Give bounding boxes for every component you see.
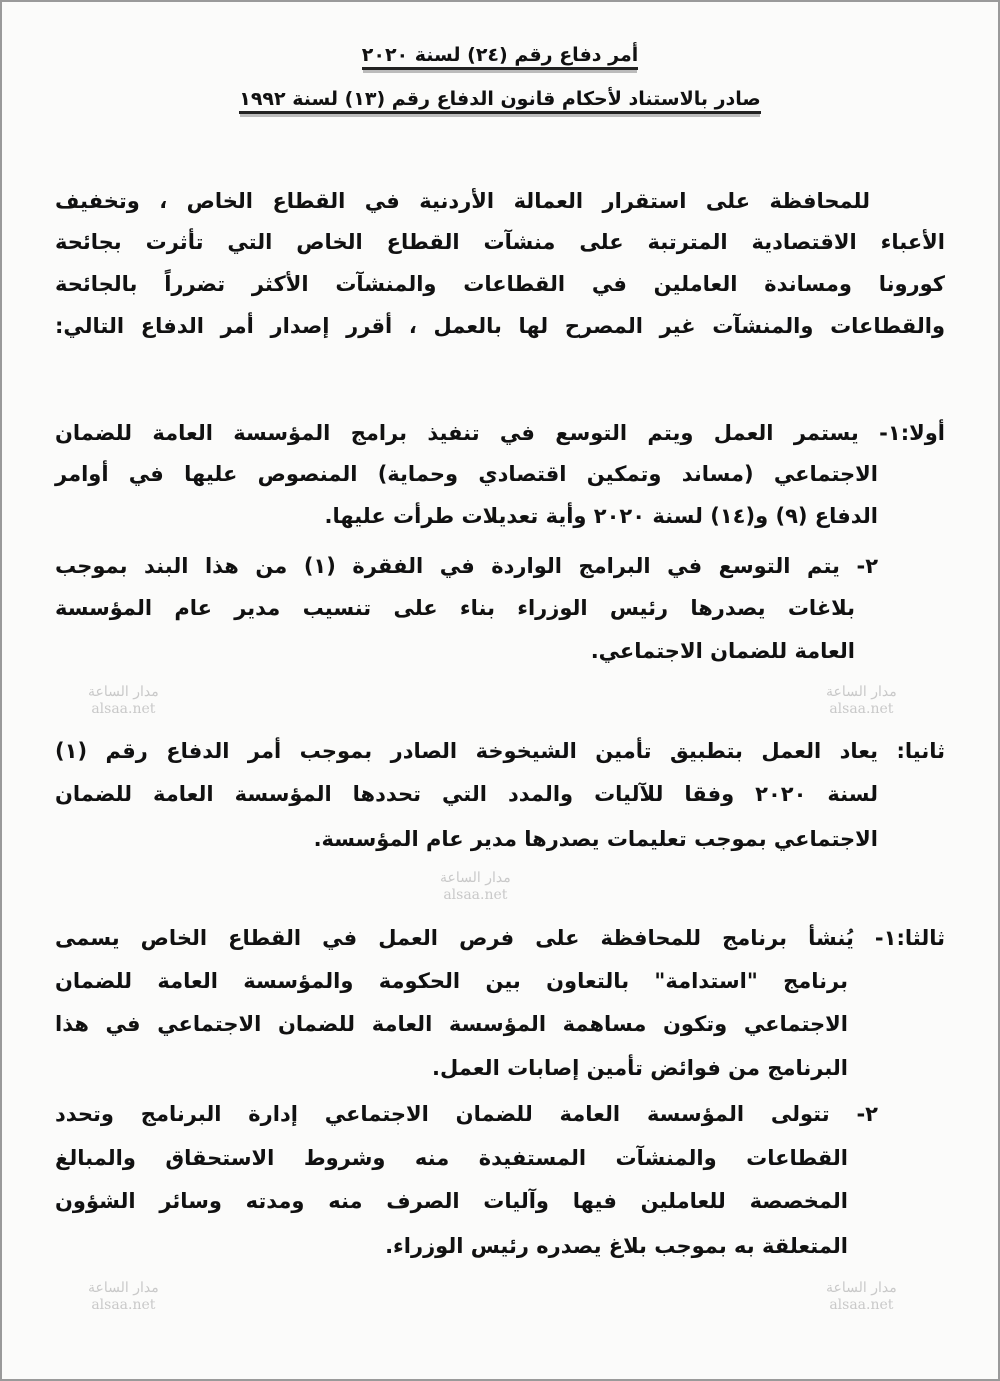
watermark [440,870,511,904]
clause-line: الدفاع (٩) و(١٤) لسنة ٢٠٢٠ وأية تعديلات طرأت عليها. [324,504,878,528]
subtitle-line: صادر بالاستناد لأحكام قانون الدفاع رقم (١٣) لسنة ١٩٩٢ [239,88,761,114]
watermark [826,684,897,718]
clause-line: لسنة ٢٠٢٠ وفقا للآليات والمدد التي تحددها المؤسسة العامة للضمان [55,782,878,806]
watermark-en: alsaa.net [829,701,894,717]
title-line: أمر دفاع رقم (٢٤) لسنة ٢٠٢٠ [362,44,638,70]
watermark [88,684,159,718]
clause-line: الاجتماعي بموجب تعليمات يصدرها مدير عام المؤسسة. [313,827,878,851]
clause-line: برنامج "استدامة" بالتعاون بين الحكومة والمؤسسة العامة للضمان [55,969,848,993]
clause-line: القطاعات والمنشآت المستفيدة منه وشروط الاستحقاق والمبالغ [55,1146,848,1170]
clause-line: الاجتماعي وتكون مساهمة المؤسسة العامة للضمان الاجتماعي في هذا [55,1012,848,1036]
clause-line: ثالثا:١- يُنشأ برنامج للمحافظة على فرص العمل في القطاع الخاص يسمى [55,926,945,950]
watermark-en: alsaa.net [829,1297,894,1313]
watermark-en: alsaa.net [91,1297,156,1313]
clause-line: أولا:١- يستمر العمل ويتم التوسع في تنفيذ برامج المؤسسة العامة للضمان [55,421,945,445]
watermark-ar: مدار الساعة [440,870,511,886]
clause-line: المخصصة للعاملين فيها وآليات الصرف منه ومدته وسائر الشؤون [55,1189,848,1213]
document-title [0,44,1000,66]
clause-line: بلاغات يصدرها رئيس الوزراء بناء على تنسيب مدير عام المؤسسة [55,596,855,620]
intro-line: والقطاعات والمنشآت غير المصرح لها بالعمل ، أقرر إصدار أمر الدفاع التالي: [55,314,945,338]
document-subtitle [0,88,1000,110]
watermark-ar: مدار الساعة [826,1280,897,1296]
intro-line: كورونا ومساندة العاملين في القطاعات والمنشآت الأكثر تضرراً بالجائحة [55,272,945,296]
clause-line: ٢- تتولى المؤسسة العامة للضمان الاجتماعي إدارة البرنامج وتحدد [55,1102,878,1126]
clause-line: المتعلقة به بموجب بلاغ يصدره رئيس الوزراء. [385,1234,848,1258]
watermark-en: alsaa.net [91,701,156,717]
watermark-ar: مدار الساعة [826,684,897,700]
clause-line: الاجتماعي (مساند وتمكين اقتصادي وحماية) المنصوص عليها في أوامر [55,462,878,486]
intro-line: للمحافظة على استقرار العمالة الأردنية في القطاع الخاص ، وتخفيف [55,189,870,213]
watermark-ar: مدار الساعة [88,1280,159,1296]
watermark-en: alsaa.net [443,887,508,903]
watermark [88,1280,159,1314]
watermark-ar: مدار الساعة [88,684,159,700]
clause-line: البرنامج من فوائض تأمين إصابات العمل. [432,1056,848,1080]
clause-line: ٢- يتم التوسع في البرامج الواردة في الفقرة (١) من هذا البند بموجب [55,554,879,578]
clause-line: العامة للضمان الاجتماعي. [590,639,855,663]
watermark [826,1280,897,1314]
clause-line: ثانيا: يعاد العمل بتطبيق تأمين الشيخوخة الصادر بموجب أمر الدفاع رقم (١) [55,739,945,763]
intro-line: الأعباء الاقتصادية المترتبة على منشآت القطاع الخاص التي تأثرت بجائحة [55,230,945,254]
